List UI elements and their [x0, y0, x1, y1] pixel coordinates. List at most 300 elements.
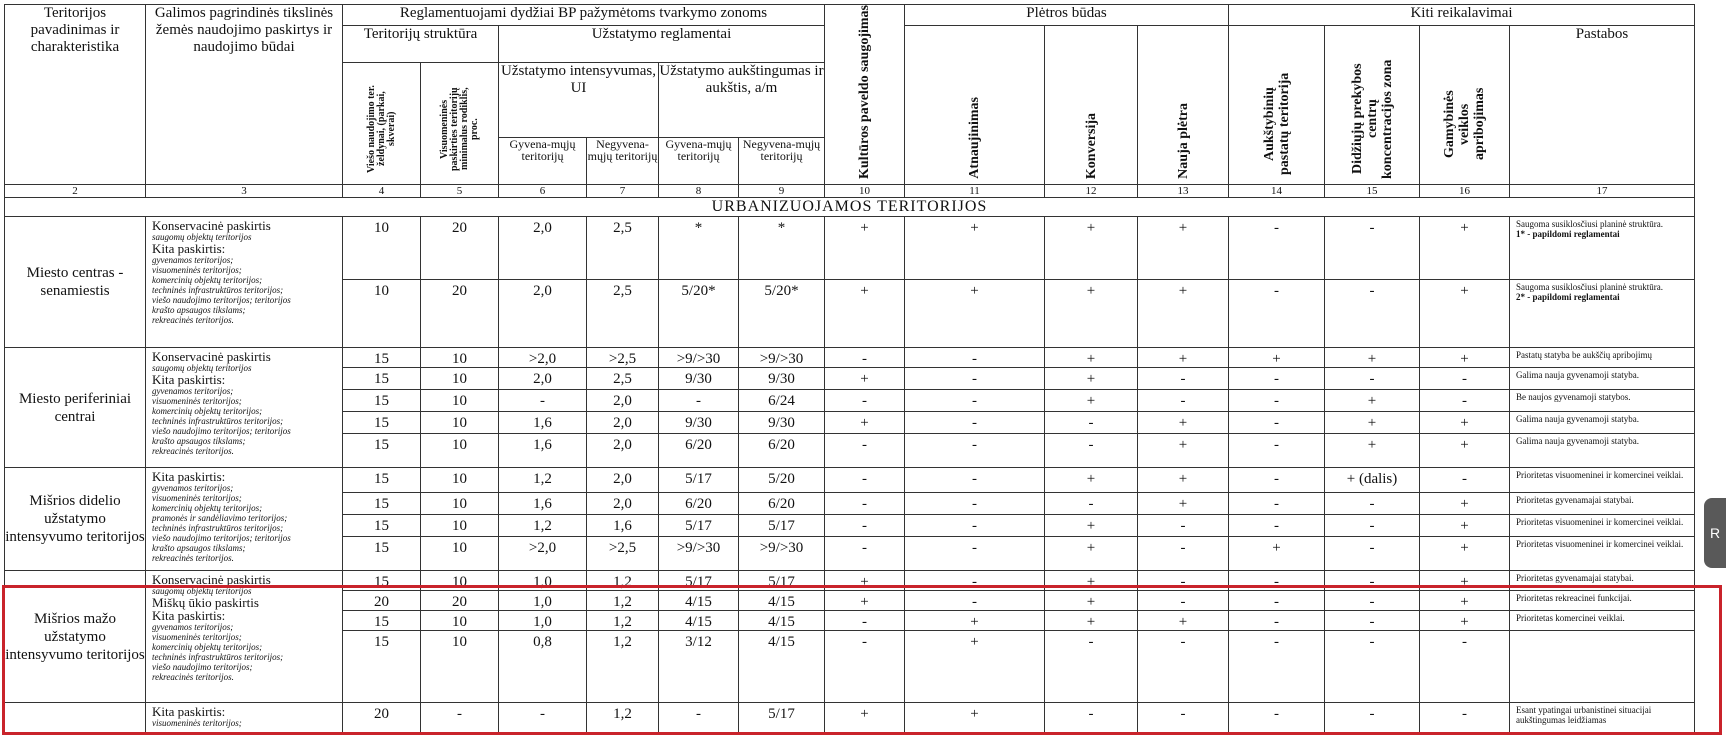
note-text: Prioritetas komercinei veiklai. — [1516, 613, 1625, 623]
note-cell — [1510, 390, 1695, 412]
cell-value: >9/>30 — [739, 537, 825, 571]
cell-value: 9/30 — [739, 412, 825, 434]
use-main: Konservacinė paskirtis — [152, 572, 271, 587]
cell-value: + — [825, 703, 905, 733]
cell-value: - — [905, 591, 1045, 611]
cell-value: + — [1045, 591, 1138, 611]
cell-value: - — [1229, 434, 1325, 468]
header-c7: Negyvena-mųjų teritorijų — [587, 138, 659, 185]
cell-value: + — [1420, 493, 1510, 515]
cell-value: - — [1138, 537, 1229, 571]
use-sub: viešo naudojimo teritorijos; teritorijos — [152, 295, 291, 305]
cell-value: 20 — [421, 280, 499, 348]
cell-value: - — [825, 493, 905, 515]
cell-value: - — [1229, 571, 1325, 591]
cell-value: - — [825, 537, 905, 571]
header-c17: Pastabos — [1510, 26, 1695, 185]
note-cell: Esant ypatingai urbanistinei situacijai aukštingumas leidžiamas — [1510, 703, 1695, 733]
cell-value: >9/>30 — [659, 348, 739, 368]
note-emphasis: 2* - papildomi reglamentai — [1516, 292, 1620, 302]
use-sub: visuomeninės teritorijos; — [152, 718, 242, 728]
cell-value: - — [905, 368, 1045, 390]
cell-value: - — [1229, 591, 1325, 611]
note-cell — [1510, 571, 1695, 591]
cell-value: + — [1420, 591, 1510, 611]
cell-value: >2,5 — [587, 348, 659, 368]
use-sub: visuomeninės teritorijos; — [152, 396, 242, 406]
cell-value: 10 — [343, 280, 421, 348]
cell-value: + — [1045, 390, 1138, 412]
cell-value: + — [905, 611, 1045, 631]
cell-value: + — [1045, 515, 1138, 537]
header-c16: Gamybinės veiklos apribojimas — [1420, 26, 1510, 185]
cell-value: 1,6 — [499, 493, 587, 515]
cell-value: 10 — [421, 412, 499, 434]
cell-value: + — [825, 280, 905, 348]
cell-value: 2,0 — [587, 390, 659, 412]
cell-value: >2,0 — [499, 537, 587, 571]
table-row — [5, 348, 1695, 368]
cell-value: - — [1420, 368, 1510, 390]
cell-value: 10 — [421, 515, 499, 537]
cell-value: + — [1325, 390, 1420, 412]
cell-value: + — [825, 571, 905, 591]
cell-value: - — [1325, 515, 1420, 537]
cell-value: 2,5 — [587, 368, 659, 390]
header-height: Užstatymo aukštingumas ir aukštis, a/m — [659, 63, 825, 138]
cell-value: + — [1138, 412, 1229, 434]
cell-value: >2,5 — [587, 537, 659, 571]
cell-value: - — [825, 434, 905, 468]
group-name: Mišrios didelio užstatymo intensyvumo teritorijos — [5, 468, 146, 571]
cell-value: 20 — [343, 703, 421, 733]
cell-value: 15 — [343, 611, 421, 631]
cell-value: - — [659, 390, 739, 412]
use-sub: gyvenamos teritorijos; — [152, 386, 234, 396]
note-cell — [1510, 412, 1695, 434]
cell-value: - — [1325, 591, 1420, 611]
cell-value: + — [1420, 434, 1510, 468]
cell-value: 5/17 — [739, 703, 825, 733]
use-sub: rekreacinės teritorijos. — [152, 315, 234, 325]
note-text: Pastatų statyba be aukščių apribojimų — [1516, 350, 1652, 360]
note-cell — [1510, 591, 1695, 611]
cell-value: 2,0 — [499, 368, 587, 390]
header-ui: Užstatymo intensyvumas, UI — [499, 63, 659, 138]
cell-value: - — [905, 412, 1045, 434]
cell-value: + — [1045, 217, 1138, 280]
use-sub: komercinių objektų teritorijos; — [152, 406, 263, 416]
note-text: Prioritetas visuomeninei ir komercinei veiklai. — [1516, 539, 1684, 549]
cell-value: 1,0 — [499, 591, 587, 611]
group-name: Miesto centras - senamiestis — [5, 217, 146, 348]
note-emphasis: 1* - papildomi reglamentai — [1516, 229, 1620, 239]
table-row — [5, 217, 1695, 280]
cell-value: * — [659, 217, 739, 280]
cell-value: 4/15 — [739, 631, 825, 703]
use-sub: saugomų objektų teritorijos — [152, 586, 252, 596]
cell-value: 5/17 — [659, 468, 739, 493]
cell-value: 15 — [343, 348, 421, 368]
use-sub: visuomeninės teritorijos; — [152, 632, 242, 642]
column-number: 17 — [1510, 185, 1695, 198]
note-cell — [1510, 434, 1695, 468]
cell-value: + — [1045, 571, 1138, 591]
cell-value: - — [1045, 631, 1138, 703]
cell-value: - — [825, 390, 905, 412]
column-number: 16 — [1420, 185, 1510, 198]
cell-value: - — [825, 631, 905, 703]
cell-value: 20 — [421, 217, 499, 280]
header-c15: Didžiųjų prekybos centrų koncentracijos zona — [1325, 26, 1420, 185]
use-sub: rekreacinės teritorijos. — [152, 446, 234, 456]
cell-value: - — [1420, 468, 1510, 493]
table-row — [5, 468, 1695, 493]
cell-value: 1,2 — [587, 611, 659, 631]
use-sub: gyvenamos teritorijos; — [152, 255, 234, 265]
header-reg-group: Reglamentuojami dydžiai BP pažymėtoms tvarkymo zonoms — [343, 5, 825, 26]
cell-value: + — [1420, 412, 1510, 434]
cell-value: 2,0 — [587, 468, 659, 493]
column-number: 15 — [1325, 185, 1420, 198]
note-text: Prioritetas gyvenamajai statybai. — [1516, 573, 1634, 583]
cell-value: - — [1229, 493, 1325, 515]
use-sub: komercinių objektų teritorijos; — [152, 275, 263, 285]
cell-value: 15 — [343, 493, 421, 515]
use-main: Kita paskirtis: — [152, 608, 226, 623]
note-cell — [1510, 280, 1695, 348]
cell-value: - — [1138, 591, 1229, 611]
cell-value: 5/20* — [659, 280, 739, 348]
cell-value: - — [1045, 412, 1138, 434]
cell-value: - — [1325, 368, 1420, 390]
use-main: Konservacinė paskirtis — [152, 349, 271, 364]
cell-value: 15 — [343, 537, 421, 571]
cell-value: 15 — [343, 434, 421, 468]
column-number: 7 — [587, 185, 659, 198]
cell-value: 10 — [421, 348, 499, 368]
cell-value: - — [1420, 703, 1510, 733]
cell-value: + — [1045, 537, 1138, 571]
cell-value: 2,5 — [587, 280, 659, 348]
cell-value: 10 — [421, 390, 499, 412]
cell-value: + — [1420, 571, 1510, 591]
cell-value: 5/17 — [659, 571, 739, 591]
cell-value: 15 — [343, 368, 421, 390]
header-use: Galimos pagrindinės tikslinės žemės naudojimo paskirtys ir naudojimo būdai — [146, 5, 343, 185]
use-sub: viešo naudojimo teritorijos; — [152, 662, 253, 672]
cell-value: + — [1229, 348, 1325, 368]
cell-value: 15 — [343, 468, 421, 493]
cell-value: 5/17 — [739, 515, 825, 537]
use-sub: techninės infrastruktūros teritorijos; — [152, 652, 284, 662]
table-row-partial — [5, 703, 1695, 733]
cell-value: 2,5 — [587, 217, 659, 280]
cell-value: 5/20* — [739, 280, 825, 348]
use-sub: rekreacinės teritorijos. — [152, 553, 234, 563]
note-cell — [1510, 348, 1695, 368]
side-panel-tab[interactable]: R — [1704, 498, 1726, 568]
cell-value: 10 — [421, 368, 499, 390]
use-main: Kita paskirtis: — [152, 372, 226, 387]
table-row — [5, 571, 1695, 591]
cell-value: 9/30 — [659, 412, 739, 434]
cell-value: - — [905, 571, 1045, 591]
cell-value: 1,2 — [499, 468, 587, 493]
cell-value: - — [1420, 390, 1510, 412]
note-cell — [1510, 515, 1695, 537]
header-c8: Gyvena-mųjų teritorijų — [659, 138, 739, 185]
cell-value: + — [905, 217, 1045, 280]
cell-value: - — [1229, 280, 1325, 348]
note-cell — [1510, 368, 1695, 390]
regulation-table — [4, 4, 1695, 733]
note-text: Galima nauja gyvenamoji statyba. — [1516, 370, 1639, 380]
note-text: Prioritetas gyvenamajai statybai. — [1516, 495, 1634, 505]
cell-value: 1,2 — [587, 631, 659, 703]
cell-value: - — [905, 348, 1045, 368]
header-c9: Negyvena-mųjų teritorijų — [739, 138, 825, 185]
column-number: 13 — [1138, 185, 1229, 198]
cell-value: 9/30 — [659, 368, 739, 390]
cell-value: + — [1325, 434, 1420, 468]
cell-value: >2,0 — [499, 348, 587, 368]
column-number: 4 — [343, 185, 421, 198]
cell-value: 6/20 — [739, 493, 825, 515]
cell-value: 15 — [343, 631, 421, 703]
cell-value: + — [1045, 468, 1138, 493]
cell-value: - — [1325, 537, 1420, 571]
note-cell — [1510, 611, 1695, 631]
cell-value: + — [1045, 368, 1138, 390]
cell-value: + — [825, 412, 905, 434]
cell-value: * — [739, 217, 825, 280]
note-text: Prioritetas visuomeninei ir komercinei veiklai. — [1516, 470, 1684, 480]
cell-value: 2,0 — [499, 217, 587, 280]
cell-value: 10 — [421, 493, 499, 515]
cell-value: - — [1325, 280, 1420, 348]
use-sub: techninės infrastruktūros teritorijos; — [152, 285, 284, 295]
use-sub: krašto apsaugos tikslams; — [152, 543, 246, 553]
cell-value: 6/20 — [659, 434, 739, 468]
cell-value: + — [825, 591, 905, 611]
cell-value: - — [825, 515, 905, 537]
cell-value: 20 — [421, 591, 499, 611]
use-sub: techninės infrastruktūros teritorijos; — [152, 523, 284, 533]
group-uses — [146, 217, 343, 348]
cell-value: - — [1229, 390, 1325, 412]
cell-value: + — [1138, 280, 1229, 348]
cell-value: - — [1229, 703, 1325, 733]
cell-value: + — [1420, 515, 1510, 537]
column-number: 8 — [659, 185, 739, 198]
cell-value: + — [1420, 348, 1510, 368]
cell-value: - — [1229, 217, 1325, 280]
cell-value: - — [1045, 434, 1138, 468]
cell-value: + — [1138, 434, 1229, 468]
cell-value: 1,0 — [499, 611, 587, 631]
cell-value: 4/15 — [739, 591, 825, 611]
header-other-group: Kiti reikalavimai — [1229, 5, 1695, 26]
use-main: Kita paskirtis: — [152, 469, 226, 484]
column-number: 14 — [1229, 185, 1325, 198]
header-c14: Aukštybinių pastatų teritorija — [1229, 26, 1325, 185]
cell-value: 4/15 — [659, 611, 739, 631]
cell-value: 5/17 — [659, 515, 739, 537]
column-number-row — [5, 185, 1695, 198]
use-sub: visuomeninės teritorijos; — [152, 493, 242, 503]
cell-value: 1,6 — [499, 434, 587, 468]
cell-value: 1,2 — [587, 591, 659, 611]
cell-value: + — [1420, 217, 1510, 280]
use-sub: techninės infrastruktūros teritorijos; — [152, 416, 284, 426]
cell-value: - — [499, 390, 587, 412]
cell-value: - — [1229, 368, 1325, 390]
group-name: Mišrios mažo užstatymo intensyvumo teritorijos — [5, 571, 146, 703]
use-sub: pramonės ir sandėliavimo teritorijos; — [152, 513, 288, 523]
cell-value: - — [1138, 703, 1229, 733]
cell-value: - — [1138, 390, 1229, 412]
group-uses — [146, 468, 343, 571]
cell-value: 2,0 — [587, 412, 659, 434]
cell-value: >9/>30 — [659, 537, 739, 571]
header-coverage-group: Užstatymo reglamentai — [499, 26, 825, 63]
header-c13: Nauja plėtra — [1138, 26, 1229, 185]
note-cell — [1510, 537, 1695, 571]
cell-value: >9/>30 — [739, 348, 825, 368]
use-sub: krašto apsaugos tikslams; — [152, 436, 246, 446]
note-text: Galima nauja gyvenamoji statyba. — [1516, 414, 1639, 424]
group-name-empty — [5, 703, 146, 733]
cell-value: - — [905, 493, 1045, 515]
cell-value: + — [1420, 611, 1510, 631]
cell-value: 1,6 — [499, 412, 587, 434]
cell-value: 1,2 — [587, 571, 659, 591]
cell-value: - — [1138, 631, 1229, 703]
cell-value: 10 — [343, 217, 421, 280]
cell-value: - — [825, 348, 905, 368]
header-dev-group: Plėtros būdas — [905, 5, 1229, 26]
cell-value: - — [1325, 611, 1420, 631]
cell-value: + — [1045, 611, 1138, 631]
column-number: 10 — [825, 185, 905, 198]
use-main: Konservacinė paskirtis — [152, 218, 271, 233]
note-cell — [1510, 217, 1695, 280]
note-text: Be naujos gyvenamoji statybos. — [1516, 392, 1631, 402]
cell-value: - — [905, 515, 1045, 537]
use-sub: saugomų objektų teritorijos — [152, 232, 252, 242]
cell-value: - — [421, 703, 499, 733]
note-text: Saugoma susiklosčiusi planinė struktūra. — [1516, 282, 1663, 292]
cell-value: 10 — [421, 434, 499, 468]
cell-value: - — [1138, 571, 1229, 591]
use-sub: komercinių objektų teritorijos; — [152, 503, 263, 513]
cell-value: + — [1138, 493, 1229, 515]
cell-value: 1,6 — [587, 515, 659, 537]
group-uses — [146, 571, 343, 703]
cell-value: - — [1325, 703, 1420, 733]
cell-value: 9/30 — [739, 368, 825, 390]
cell-value: - — [1229, 515, 1325, 537]
cell-value: + — [1420, 280, 1510, 348]
cell-value: - — [1325, 217, 1420, 280]
group-uses — [146, 348, 343, 468]
group-name: Miesto periferiniai centrai — [5, 348, 146, 468]
cell-value: 15 — [343, 412, 421, 434]
cell-value: 1,0 — [499, 571, 587, 591]
cell-value: - — [659, 703, 739, 733]
cell-value: 5/20 — [739, 468, 825, 493]
use-sub: gyvenamos teritorijos; — [152, 483, 234, 493]
cell-value: - — [1325, 631, 1420, 703]
use-main: Kita paskirtis: — [152, 704, 226, 719]
cell-value: + — [905, 703, 1045, 733]
header-c5: Visuomeninės paskirties teritorijų minimalus rodiklis, proc. — [421, 63, 499, 185]
note-text: Prioritetas rekreacinei funkcijai. — [1516, 593, 1632, 603]
cell-value: 1,2 — [499, 515, 587, 537]
cell-value: 6/24 — [739, 390, 825, 412]
cell-value: + — [1045, 348, 1138, 368]
cell-value: + — [1138, 348, 1229, 368]
cell-value: 10 — [421, 537, 499, 571]
column-number: 2 — [5, 185, 146, 198]
cell-value: - — [905, 537, 1045, 571]
cell-value: + — [825, 217, 905, 280]
cell-value: 4/15 — [739, 611, 825, 631]
cell-value: - — [499, 703, 587, 733]
section-title: URBANIZUOJAMOS TERITORIJOS — [5, 198, 1695, 217]
regulation-table-document — [4, 4, 1695, 733]
cell-value: 2,0 — [587, 493, 659, 515]
cell-value: - — [825, 468, 905, 493]
cell-value: + — [1325, 348, 1420, 368]
note-cell — [1510, 468, 1695, 493]
column-number: 11 — [905, 185, 1045, 198]
note-cell — [1510, 493, 1695, 515]
note-cell — [1510, 631, 1695, 703]
cell-value: + (dalis) — [1325, 468, 1420, 493]
cell-value: 6/20 — [659, 493, 739, 515]
cell-value: + — [1420, 537, 1510, 571]
note-text: Saugoma susiklosčiusi planinė struktūra. — [1516, 219, 1663, 229]
cell-value: - — [1420, 631, 1510, 703]
use-sub: viešo naudojimo teritorijos; teritorijos — [152, 426, 291, 436]
header-c6: Gyvena-mųjų teritorijų — [499, 138, 587, 185]
cell-value: 6/20 — [739, 434, 825, 468]
use-sub: viešo naudojimo teritorijos; teritorijos — [152, 533, 291, 543]
cell-value: + — [1045, 280, 1138, 348]
cell-value: - — [1229, 631, 1325, 703]
cell-value: - — [905, 434, 1045, 468]
cell-value: 2,0 — [499, 280, 587, 348]
use-main: Miškų ūkio paskirtis — [152, 595, 259, 610]
cell-value: + — [905, 631, 1045, 703]
cell-value: - — [1229, 412, 1325, 434]
use-sub: rekreacinės teritorijos. — [152, 672, 234, 682]
cell-value: - — [1325, 493, 1420, 515]
cell-value: - — [1045, 703, 1138, 733]
column-number: 3 — [146, 185, 343, 198]
column-number: 9 — [739, 185, 825, 198]
cell-value: 15 — [343, 571, 421, 591]
header-struct-group: Teritorijų struktūra — [343, 26, 499, 63]
use-sub: saugomų objektų teritorijos — [152, 363, 252, 373]
cell-value: 5/17 — [739, 571, 825, 591]
cell-value: - — [1229, 468, 1325, 493]
use-sub: gyvenamos teritorijos; — [152, 622, 234, 632]
cell-value: + — [1229, 537, 1325, 571]
cell-value: + — [1138, 611, 1229, 631]
